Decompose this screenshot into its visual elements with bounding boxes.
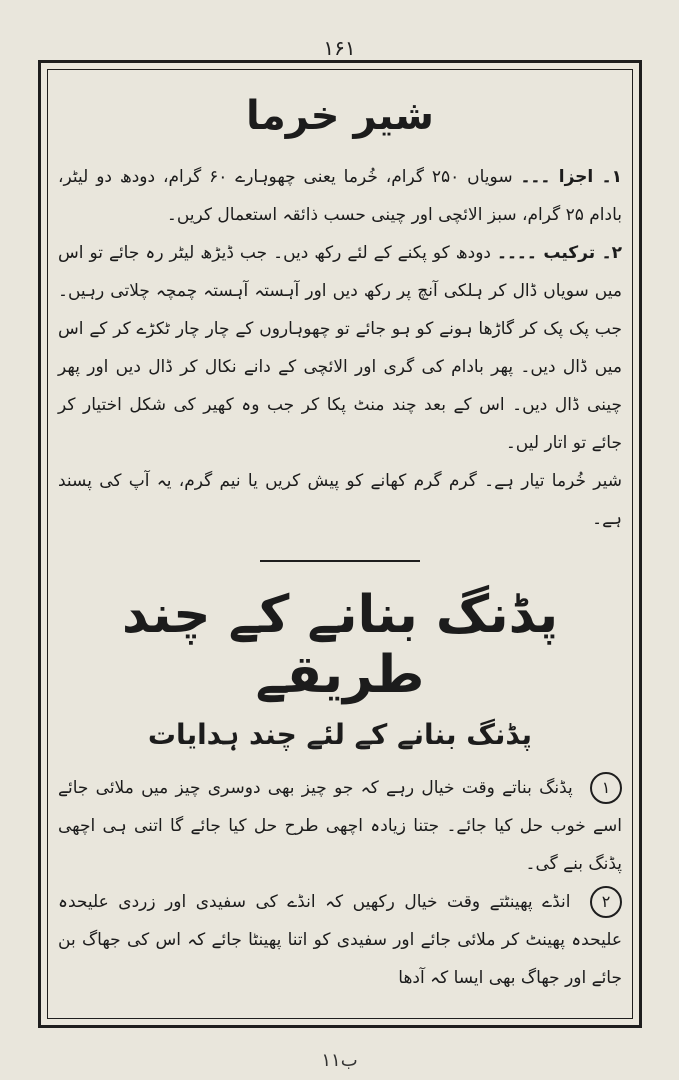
ingredients-label: ۱۔ اجزا ۔۔۔	[520, 167, 622, 187]
section-divider	[260, 560, 420, 562]
tip-number-badge: ۱	[590, 772, 622, 804]
page-content	[58, 78, 622, 997]
serving-paragraph: شیر خُرما تیار ہے۔ گرم گرم کھانے کو پیش کریں یا نیم گرم، یہ آپ کی پسند ہے۔	[58, 471, 622, 529]
ingredients-text: سویاں ۲۵۰ گرام، خُرما یعنی چھوہارے ۶۰ گرام، دودھ دو لیٹر، بادام ۲۵ گرام، سبز الائچی اور چینی حسب ذائقہ استعمال کریں۔	[58, 167, 622, 225]
pudding-section-subtitle: پڈنگ بنانے کے لئے چند ہدایات	[147, 717, 533, 751]
method-label: ۲۔ ترکیب ۔۔۔۔	[497, 243, 623, 263]
tip-text: پڈنگ بناتے وقت خیال رہے کہ جو چیز بھی دوسری چیز میں ملائی جائے اسے خوب حل کیا جائے۔ جتنا زیادہ اچھی طرح حل کیا جائے گا اتنی ہی اچھی پڈنگ بنے گی۔	[58, 777, 622, 874]
tip-item	[58, 883, 622, 997]
page-number: ۱۶۱	[323, 36, 356, 60]
method-text: دودھ کو پکنے کے لئے رکھ دیں۔ جب ڈیڑھ لیٹر رہ جائے تو اس میں سویاں ڈال کر ہلکی آنچ پر رکھ دیں اور آہستہ آہستہ چمچہ چلاتی رہیں۔ جب پک پک کر گاڑھا ہونے کو ہو جائے تو چھوہاروں کے چار چار ٹکڑے کر کے اس میں ڈال دیں۔ پھر بادام کی گری اور الائچی کے دانے نکال کر ڈال دیں اور پھر چینی ڈال دیں۔ اس کے بعد چند منٹ پکا کر جب وہ کھیر کی شکل اختیار کر جائے تو اتار لیں۔	[58, 243, 622, 453]
tip-text: انڈے پھینٹتے وقت خیال رکھیں کہ انڈے کی سفیدی اور زردی علیحدہ علیحدہ پھینٹ کر ملائی جائے اور سفیدی کو اتنا پھینٹا جائے کہ اس کی جھاگ بن جائے اور جھاگ بھی ایسا کہ آدھا	[58, 891, 622, 988]
ingredients-paragraph	[58, 158, 622, 234]
recipe-title: شیر خرما	[246, 93, 434, 139]
page-footer-mark: ۱۱ب	[321, 1050, 358, 1071]
method-paragraph	[58, 234, 622, 462]
pudding-section-title: پڈنگ بنانے کے چند طریقے	[121, 585, 559, 705]
tip-number-badge: ۲	[590, 886, 622, 918]
tip-item	[58, 769, 622, 883]
